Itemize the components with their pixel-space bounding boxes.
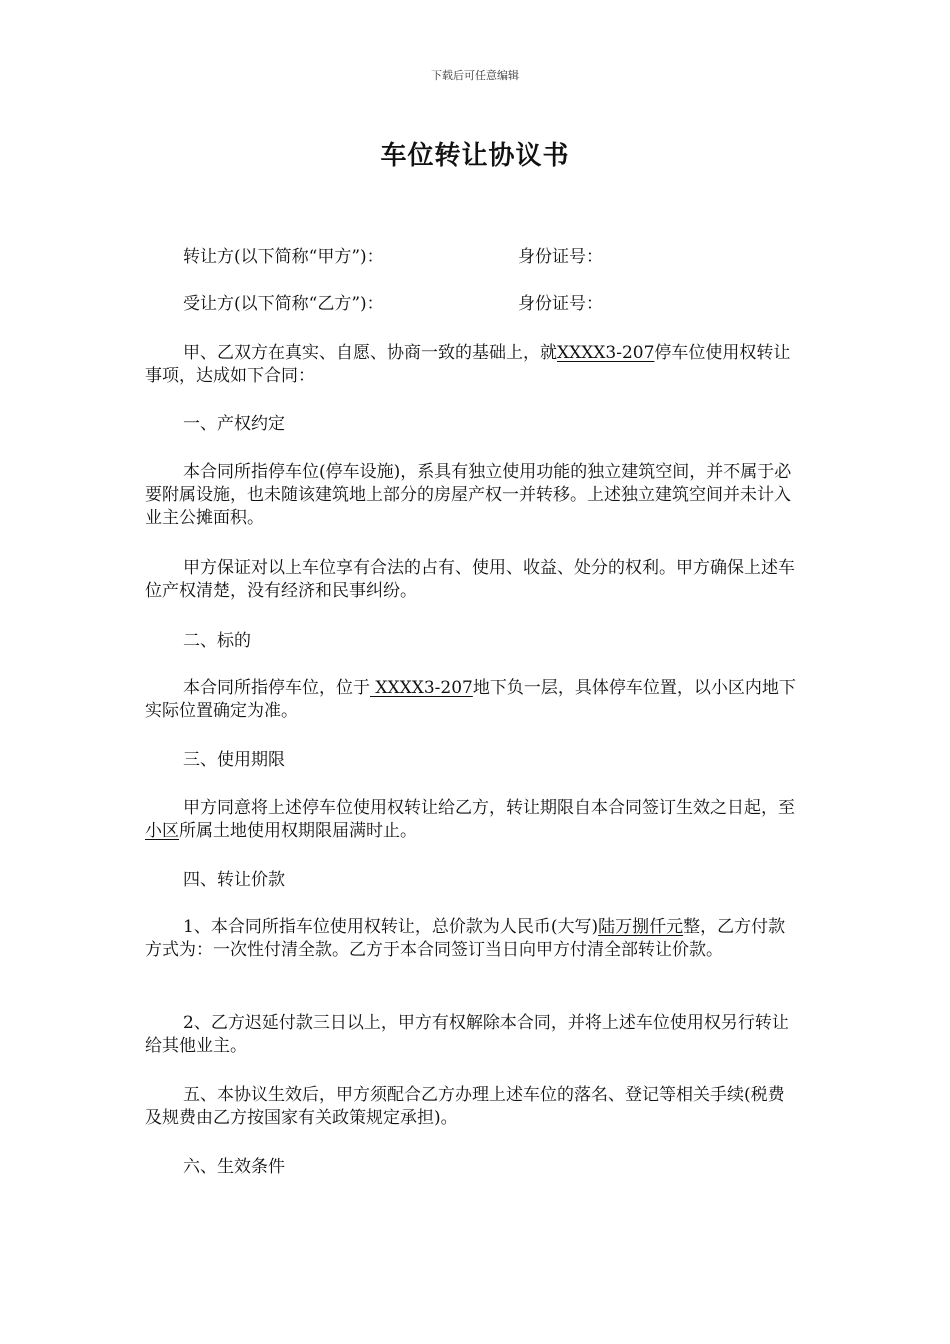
section-2-heading: 二、标的 [183,631,251,651]
section-3-post: 所属土地使用权期限届满时止。 [179,821,417,841]
transferor-label: 转让方(以下简称“甲方”)： [183,247,384,267]
intro-lot-number: XXXX3-207 [557,343,655,363]
section-5-paragraph: 五、本协议生效后，甲方须配合乙方办理上述车位的落名、登记等相关手续(税费及规费由乙方按国家有关政策规定承担)。 [145,1085,785,1128]
section-1-paragraph-2: 甲方保证对以上车位享有合法的占有、使用、收益、处分的权利。甲方确保上述车位产权清楚，没有经济和民事纠纷。 [145,558,795,601]
transferee-label: 受让方(以下简称“乙方”)： [183,294,384,314]
intro-post: 停车位使用权转让事项，达成如下合同： [145,343,791,386]
transferee-row [183,293,800,316]
transferor-id-label: 身份证号： [518,247,603,267]
section-1-paragraph-1: 本合同所指停车位(停车设施)，系具有独立使用功能的独立建筑空间，并不属于必要附属设施，也未随该建筑地上部分的房屋产权一并转移。上述独立建筑空间并未计入业主公摊面积。 [145,462,792,528]
intro-pre: 甲、乙双方在真实、自愿、协商一致的基础上，就 [183,343,557,363]
transferee-id-label: 身份证号： [518,294,603,314]
header-note: 下载后可任意编辑 [431,69,519,82]
section-6-heading: 六、生效条件 [183,1157,285,1177]
section-3-heading: 三、使用期限 [183,750,285,770]
section-2-post: 地下负一层，具体停车位置，以小区内地下实际位置确定为准。 [145,678,796,721]
section-4-p1-post: 整，乙方付款方式为：一次性付清全款。乙方于本合同签订当日向甲方付清全部转让价款。 [145,917,786,960]
section-4-amount: 陆万捌仟元 [598,917,684,937]
section-4-heading: 四、转让价款 [183,870,285,890]
section-3-area: 小区 [145,821,179,841]
section-3-paragraph [145,797,800,843]
section-4-paragraph-1 [145,916,800,962]
section-4-p1-pre: 1、本合同所指车位使用权转让，总价款为人民币(大写) [183,917,599,937]
section-4-paragraph-2: 2、乙方迟延付款三日以上，甲方有权解除本合同，并将上述车位使用权另行转让给其他业主。 [145,1013,789,1056]
intro-paragraph [145,342,800,388]
section-2-lot-number: XXXX3-207 [370,678,473,698]
section-1-heading: 一、产权约定 [183,414,285,434]
transferor-row [183,246,800,269]
section-3-pre: 甲方同意将上述停车位使用权转让给乙方，转让期限自本合同签订生效之日起，至 [183,798,795,818]
section-2-pre: 本合同所指停车位，位于 [183,678,370,698]
document-title: 车位转让协议书 [380,141,570,171]
section-2-paragraph [145,677,800,723]
